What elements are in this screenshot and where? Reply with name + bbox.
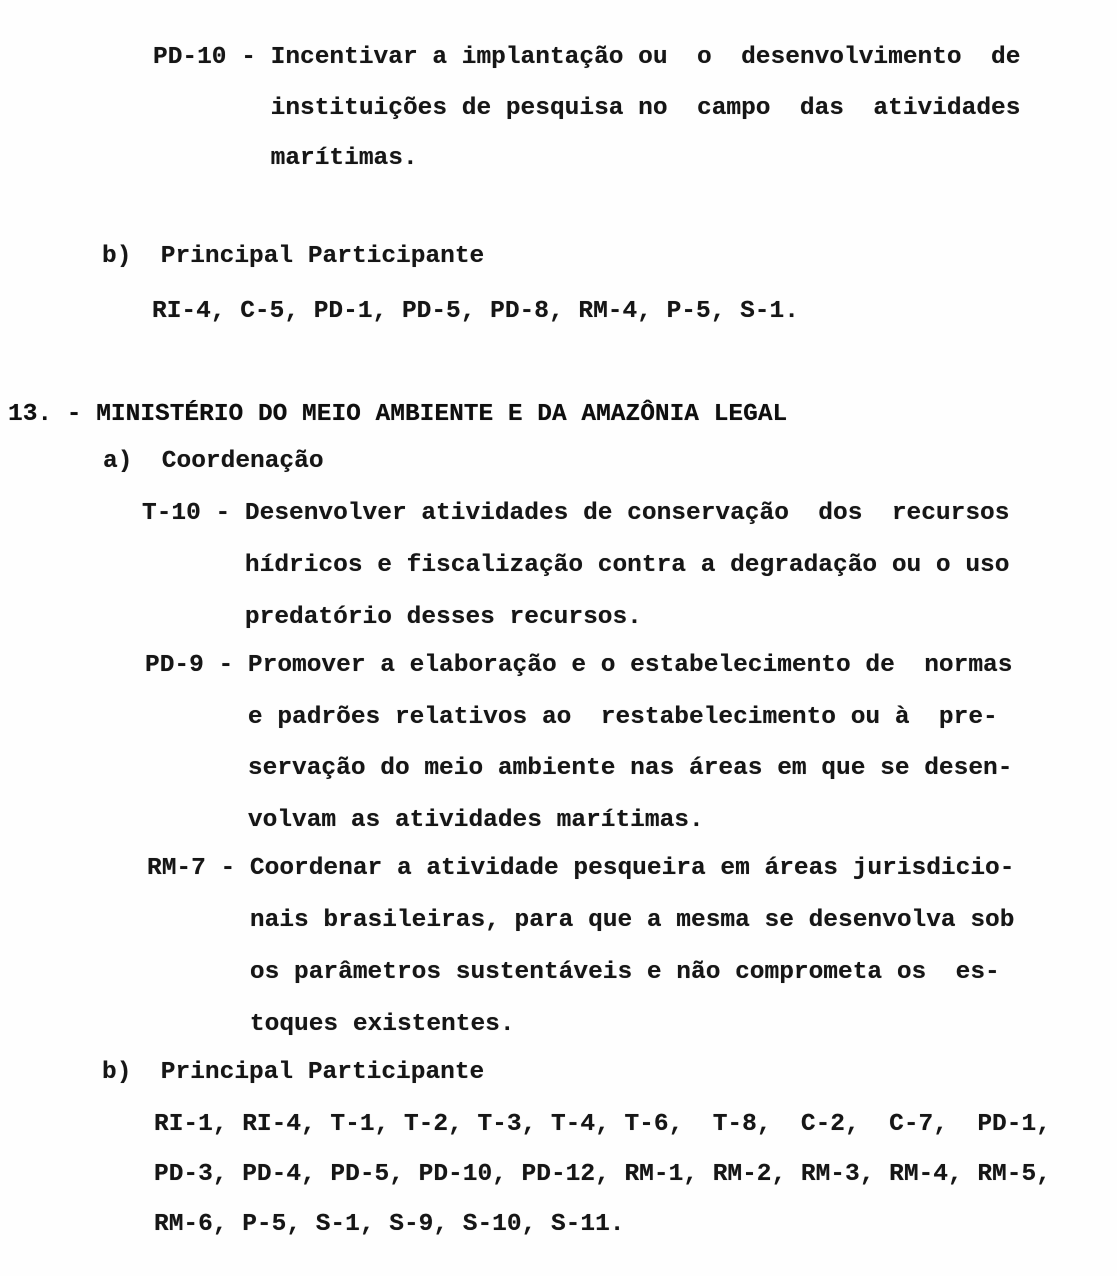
coordination-label: a) Coordenação [103,448,324,475]
item-pd9-line-4: volvam as atividades marítimas. [145,807,704,834]
participants-label-top: b) Principal Participante [102,243,485,270]
participants-list-line-2: PD-3, PD-4, PD-5, PD-10, PD-12, RM-1, RM-2, RM-3, RM-4, RM-5, [154,1161,1051,1188]
item-t10-line-2: hídricos e fiscalização contra a degradação ou o uso [142,552,1010,579]
item-rm7-line-2: nais brasileiras, para que a mesma se desenvolva sob [147,907,1015,934]
item-rm7-line-3: os parâmetros sustentáveis e não comprometa os es- [147,959,1000,986]
item-t10-line-1: T-10 - Desenvolver atividades de conservação dos recursos [142,500,1010,527]
item-pd9-line-3: servação do meio ambiente nas áreas em que se desen- [145,755,1013,782]
participants-list-top: RI-4, C-5, PD-1, PD-5, PD-8, RM-4, P-5, S-1. [152,298,799,325]
participants-list-line-1: RI-1, RI-4, T-1, T-2, T-3, T-4, T-6, T-8, C-2, C-7, PD-1, [154,1111,1051,1138]
participants-label-bottom: b) Principal Participante [102,1059,485,1086]
section-13-heading: 13. - MINISTÉRIO DO MEIO AMBIENTE E DA AMAZÔNIA LEGAL [8,401,788,428]
item-pd9-line-2: e padrões relativos ao restabelecimento ou à pre- [145,704,998,731]
item-pd10-line-2: instituições de pesquisa no campo das atividades [153,95,1021,122]
item-rm7-line-4: toques existentes. [147,1011,515,1038]
item-pd10-line-1: PD-10 - Incentivar a implantação ou o desenvolvimento de [153,44,1021,71]
item-pd9-line-1: PD-9 - Promover a elaboração e o estabelecimento de normas [145,652,1013,679]
item-pd10-line-3: marítimas. [153,145,418,172]
item-rm7-line-1: RM-7 - Coordenar a atividade pesqueira em áreas jurisdicio- [147,855,1015,882]
participants-list-line-3: RM-6, P-5, S-1, S-9, S-10, S-11. [154,1211,625,1238]
item-t10-line-3: predatório desses recursos. [142,604,642,631]
